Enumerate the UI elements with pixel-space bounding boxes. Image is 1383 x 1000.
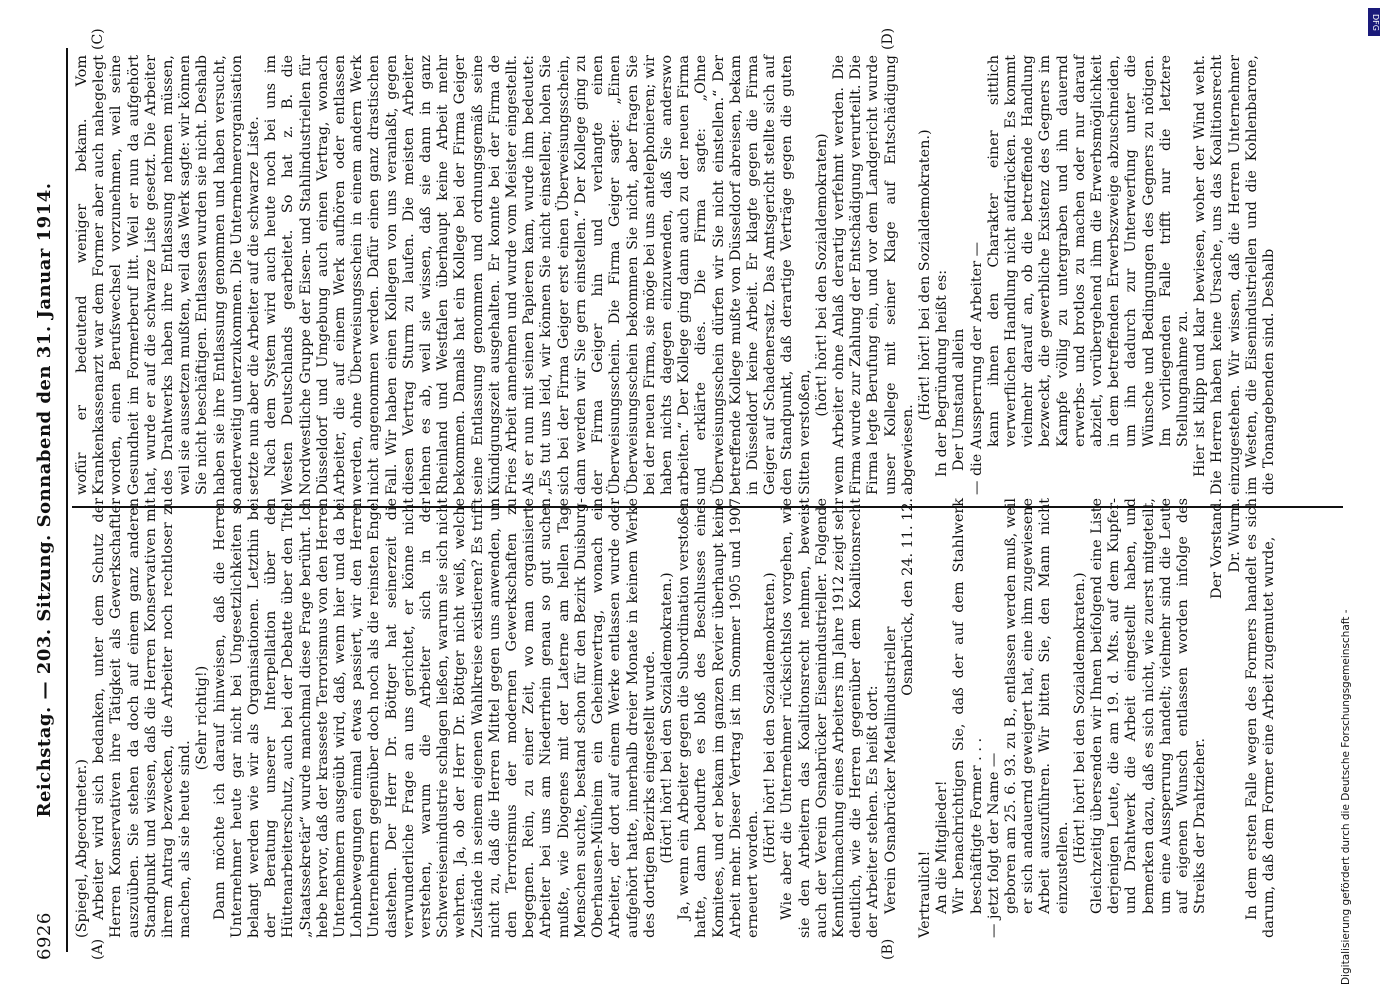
left-column-paragraph: Vertraulich!: [916, 850, 933, 938]
right-column-paragraph: Nach dem System wird auch heute noch bei uns im Westen Deutschlands gearbeitet. So hat z. B. die Nordwestliche Gruppe der Eisen- und Stahlindustriellen für Düsseldorf und Umgebung auch einen Vertrag, wonach Arbeiter, die auf einem Werk aufhören oder entlassen werden, ohne Überweisungsschein in einem andern Werk nicht angenommen werden. Dafür einen ganz drastischen Fall. Wir haben einen Kollegen von uns veranlaßt, gegen diesen Vertrag Sturm zu laufen. Die meisten Arbeiter lehnen es ab, weil sie wissen, daß sie dann in ganz Rheinland und Westfalen überhaupt keine Arbeit mehr bekommen. Damals hat ein Kollege bei der Firma Geiger seine Entlassung genommen und ordnungsgemäß seine Kündigungszeit ausgehalten. Er konnte bei der Firma de Fries Arbeit annehmen und wurde vom Meister eingestellt. Als er nun mit seinen Papieren kam, wurde ihm bedeutet: „Es tut uns leid, wir können Sie nicht einstellen; holen Sie sich bei der Firma Geiger erst einen Überweisungsschein, dann werden wir Sie gern einstellen.“ Der Kollege ging zu der Firma Geiger hin und verlangte einen Überweisungsschein. Die Firma Geiger sagte: „Einen Überweisungsschein bekommen Sie nicht, aber fragen Sie bei der neuen Firma, sie möge bei uns antelephonieren; wir haben nichts dagegen einzuwenden, daß Sie anderswo arbeiten.“ Der Kollege ging dann auch zu der neuen Firma und erklärte dies. Die Firma sagte: „Ohne Überweisungsschein dürfen wir Sie nicht einstellen.“ Der betreffende Kollege mußte von Düsseldorf abreisen, bekam in Düsseldorf keine Arbeit. Er klagte gegen die Firma Geiger auf Schadenersatz. Das Amtsgericht stellte sich auf den Standpunkt, daß derartige Verträge gegen die guten Sitten verstoßen,: [263, 55, 813, 495]
left-column-paragraph: An die Mitglieder!: [934, 780, 951, 914]
margin-marker-b: (B): [880, 938, 896, 960]
page-header: [34, 40, 64, 960]
margin-marker-c: (C): [90, 28, 106, 50]
right-column-paragraph: wofür er bedeutend weniger bekam. Vom Krankenkassenarzt war dem Former aber auch nahegelegt worden, einen Berufswechsel vorzunehmen, weil seine Gesundheit im Formerberuf litt. Weil er nun da aufgehört hat, wurde er auf die schwarze Liste gesetzt. Die Arbeiter des Drahtwerks haben ihre Entlassung nehmen müssen, weil sie aussetzen mußten, weil das Werk sagte: wir können Sie nicht beschäftigen. Entlassen wurden sie nicht. Deshalb haben sie ihre Entlassung genommen und haben versucht, anderweitig unterzukommen. Die Unternehmerorganisation setzte nun aber die Arbeiter auf die schwarze Liste.: [74, 55, 263, 495]
left-column-paragraph: In dem ersten Falle wegen des Formers handelt es sich darum, daß dem Former eine Arbeit zugemutet wurde,: [1243, 498, 1278, 938]
right-column-paragraph: (hört! hört! bei den Sozialdemokraten): [813, 133, 830, 417]
right-column-paragraph: Der Umstand allein: [951, 328, 968, 471]
margin-marker-a: (A): [90, 938, 106, 960]
right-column-paragraph: In der Begründung heißt es:: [934, 269, 951, 477]
left-column-paragraph: Osnabrück, den 24. 11. 12.: [899, 498, 916, 696]
left-column-paragraph: (Spiegel, Abgeordneter.): [74, 759, 90, 938]
left-column-paragraph: Wie aber die Unternehmer rücksichtslos vorgehen, wie sie den Arbeitern das Koalitionsrecht nehmen, beweist auch der Verein Osnabrücker Eisenindustrieller. Folgende Kenntlichmachung eines Arbeiters im Jahre 1912 zeigt sehr deutlich, wie die Herren gegenüber dem Koalitionsrecht der Arbeiter stehen. Es heißt dort:: [779, 498, 882, 938]
right-column-paragraph: kann ihnen den Charakter einer sittlich verwerflichen Handlung nicht aufdrücken. Es kommt vielmehr darauf an, ob die betreffende Handlung bezweckt, die gewerbliche Existenz des Gegners im Kampfe völlig zu untergraben und ihn dauernd erwerbs- und brotlos zu machen oder nur darauf abzielt, vorübergehend ihm die Erwerbsmöglichkeit in dem betreffenden Erwerbszweige abzuschneiden, um ihn dadurch zur Unterwerfung unter die Wünsche und Bedingungen des Gegners zu nötigen. Im vorliegenden Falle trifft nur die letztere Stellungnahme zu.: [985, 55, 1191, 447]
left-column-paragraph: (Hört! hört! bei den Sozialdemokraten.): [1071, 572, 1088, 864]
dfg-logo: DFG: [1368, 8, 1380, 36]
left-column-paragraph: (Hört! hört! bei den Sozialdemokraten.): [762, 572, 779, 864]
left-column-paragraph: Ja, wenn ein Arbeiter gegen die Subordination verstoßen hatte, dann bedurfte es bloß des Beschlusses eines Komitees, und er bekam im ganzen Revier überhaupt keine Arbeit mehr. Dieser Vertrag ist im Sommer 1905 und 1907 erneuert worden.: [676, 498, 761, 938]
right-column-paragraph: wenn Arbeiter ohne Anlaß derartig verfehmt werden. Die Firma wurde zur Zahlung der Entschädigung verurteilt. Die Firma legte Berufung ein, und vor dem Landgericht wurde unser Kollege mit seiner Klage auf Entschädigung abgewiesen.: [830, 55, 916, 495]
running-title: Reichstag. — 203. Sitzung. Sonnabend den 31. Januar 1914.: [34, 182, 55, 818]
left-column-paragraph: Arbeiter wird sich bedanken, unter dem Schutz der Herren Konservativen ihre Tätigkeit als Gewerkschaftler auszuüben. Sie stehen da doch auf einem ganz anderen Standpunkt und wissen, daß die Herren Konservativen mit ihrem Antrag bezwecken, die Arbeiter noch rechtloser zu machen, als sie heute sind.: [91, 498, 194, 938]
left-column-paragraph: Wir benachrichtigen Sie, daß der auf dem Stahlwerk beschäftigte Former . . .: [951, 498, 985, 914]
left-column: [74, 498, 1278, 938]
margin-marker-d: (D): [880, 27, 896, 50]
right-column-paragraph: Hier ist klipp und klar bewiesen, woher der Wind weht. Die Herren haben keine Ursache, uns das Koalitionsrecht einzugestehen. Wir wissen, daß die Herren Unternehmer im Westen, die Eisenindustriellen und die Kohlenbarone, die Tonangebenden sind. Deshalb: [1192, 55, 1278, 495]
right-column-paragraph: — die Aussperrung der Arbeiter —: [968, 241, 985, 495]
digitization-credit: Digitalisierung gefördert durch die Deutsche Forschungsgemeinschaft -: [1340, 609, 1352, 985]
page-number: 6926: [34, 912, 55, 960]
left-column-paragraph: — jetzt folgt der Name —: [985, 752, 1002, 938]
left-column-paragraph: geboren am 25. 6. 93. zu B., entlassen werden muß, weil er sich andauernd geweigert hat, eine ihm zugewiesene Arbeit auszuführen. Wir bitten Sie, den Mann nicht einzustellen.: [1002, 498, 1071, 914]
left-column-paragraph: Dann möchte ich darauf hinweisen, daß die Herren Unternehmer heute gar nicht bei Ungesetzlichkeiten so belangt werden wie wir als Organisationen. Letzthin bei der Beratung unserer Interpellation über den Hüttenarbeiterschutz, auch bei der Debatte über den Titel „Staatssekretär“ wurde manchmal diese Frage berührt. Ich hebe hervor, daß der krasseste Terrorismus von den Herren Unternehmern ausgeübt wird, daß, wenn hier und da bei Lohnbewegungen einmal etwas passiert, wir den Herren Unternehmern gegenüber doch noch als die reinsten Engel dastehen. Der Herr Dr. Böttger hat seinerzeit die verwunderliche Frage an uns gerichtet, er könne nicht verstehen, warum die Arbeiter sich in der Schwereisenindustrie schlagen ließen, warum sie sich nicht wehrten. Ja, ob der Herr Dr. Böttger nicht weiß, welche Zustände in seinem eigenen Wahlkreise existieren? Es trifft nicht zu, daß die Herren Mittel gegen uns anwenden, um den Terrorismus der modernen Gewerkschaften zu begegnen. Rein, zu einer Zeit, wo man organisierte Arbeiter bei uns am Niederrhein genau so gut suchen mußte, wie Diogenes mit der Laterne am hellen Tage Menschen suchte, bestand schon für den Bezirk Duisburg-Oberhausen-Mülheim ein Geheimvertrag, wonach ein Arbeiter, der dort auf einem Werke entlassen wurde oder aufgehört hatte, innerhalb dreier Monate in keinem Werke des dortigen Bezirks eingestellt wurde.: [211, 498, 658, 938]
left-column-paragraph: (Hört! hört! bei den Sozialdemokraten.): [658, 572, 675, 864]
right-column-paragraph: (Hört! hört! bei den Sozialdemokraten.): [916, 129, 933, 421]
left-column-paragraph: Der Vorstand.: [1209, 498, 1226, 599]
left-column-paragraph: Dr. Wurm.: [1226, 498, 1243, 573]
left-column-paragraph: (Sehr richtig!): [194, 665, 211, 771]
header-rule: [66, 48, 68, 952]
right-column: [74, 55, 1278, 495]
left-column-paragraph: Gleichzeitig übersenden wir Ihnen beifolgend eine Liste derjenigen Leute, die am 19. d. Mts. auf dem Kupfer- und Drahtwerk die Arbeit eingestellt haben, und bemerken dazu, daß es sich nicht, wie zuerst mitgeteilt, um eine Aussperrung handelt; vielmehr sind die Leute auf eigenen Wunsch entlassen worden infolge des Streiks der Drahtzieher.: [1088, 498, 1209, 914]
left-column-paragraph: Verein Osnabrücker Metallindustrieller: [882, 626, 899, 914]
